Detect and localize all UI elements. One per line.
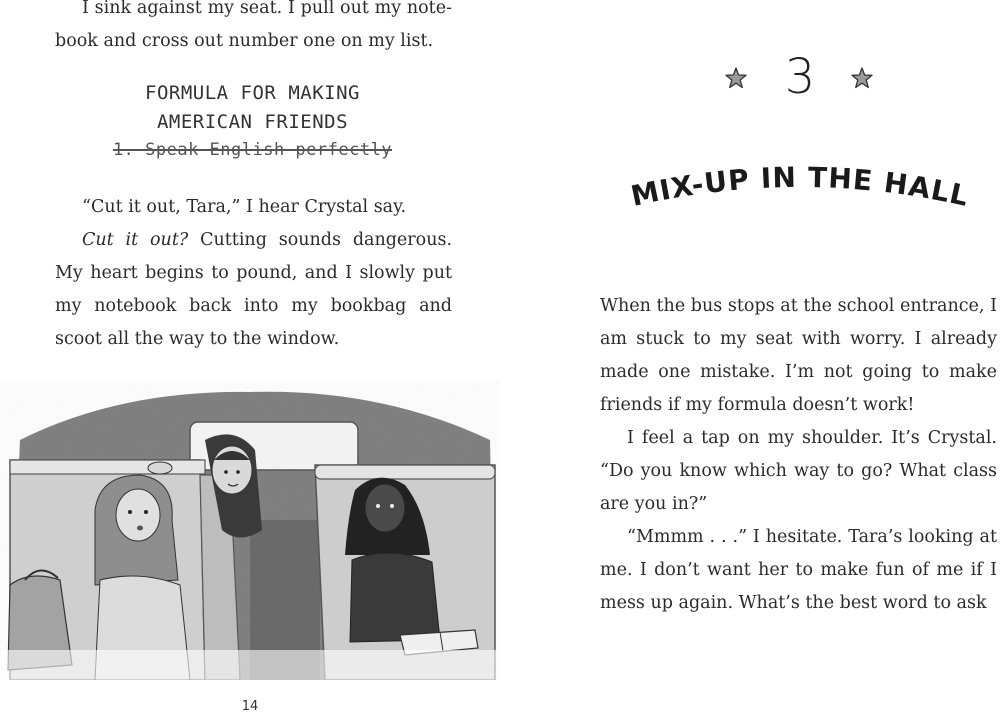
paragraph: I sink against my seat. I pull out my note-book and cross out number one on my list. — [55, 0, 452, 51]
star-ornament-icon — [724, 66, 748, 90]
paragraph: When the bus stops at the school entrance, I am stuck to my seat with worry. I already made one mistake. I’m not going to make friends if my formula doesn’t work! — [600, 296, 997, 415]
italic-phrase: Cut it out? — [82, 230, 189, 250]
right-page — [500, 0, 1000, 717]
star-ornament-icon — [850, 66, 874, 90]
chapter-title: MIX-UP IN THE HALL — [628, 160, 973, 213]
formula-item-crossed-out: 1. Speak English perfectly — [112, 140, 393, 160]
chapter-title-arc — [620, 145, 980, 225]
bus-illustration — [0, 380, 500, 680]
chapter-heading — [700, 49, 900, 105]
paragraph — [55, 224, 452, 356]
paragraph-text: Cutting sounds dangerous. My heart begins to pound, and I slowly put my notebook back into my bookbag and scoot all the way to the window. — [55, 230, 453, 349]
svg-text:MIX-UP IN THE HALL — [628, 161, 972, 213]
paragraph: “Cut it out, Tara,” I hear Crystal say. — [82, 197, 407, 217]
paragraph: “Mmmm . . .” I hesitate. Tara’s looking at me. I don’t want her to make fun of me if I mess up again. What’s the best word to ask — [600, 527, 997, 613]
formula-title-line-1: FORMULA FOR MAKING — [145, 82, 360, 104]
page-number: 14 — [241, 699, 259, 714]
chapter-number: 3 — [784, 49, 816, 105]
formula-title-line-2: AMERICAN FRIENDS — [156, 111, 349, 133]
paragraph: I feel a tap on my shoulder. It’s Crystal. “Do you know which way to go? What class are you in?” — [600, 428, 997, 514]
